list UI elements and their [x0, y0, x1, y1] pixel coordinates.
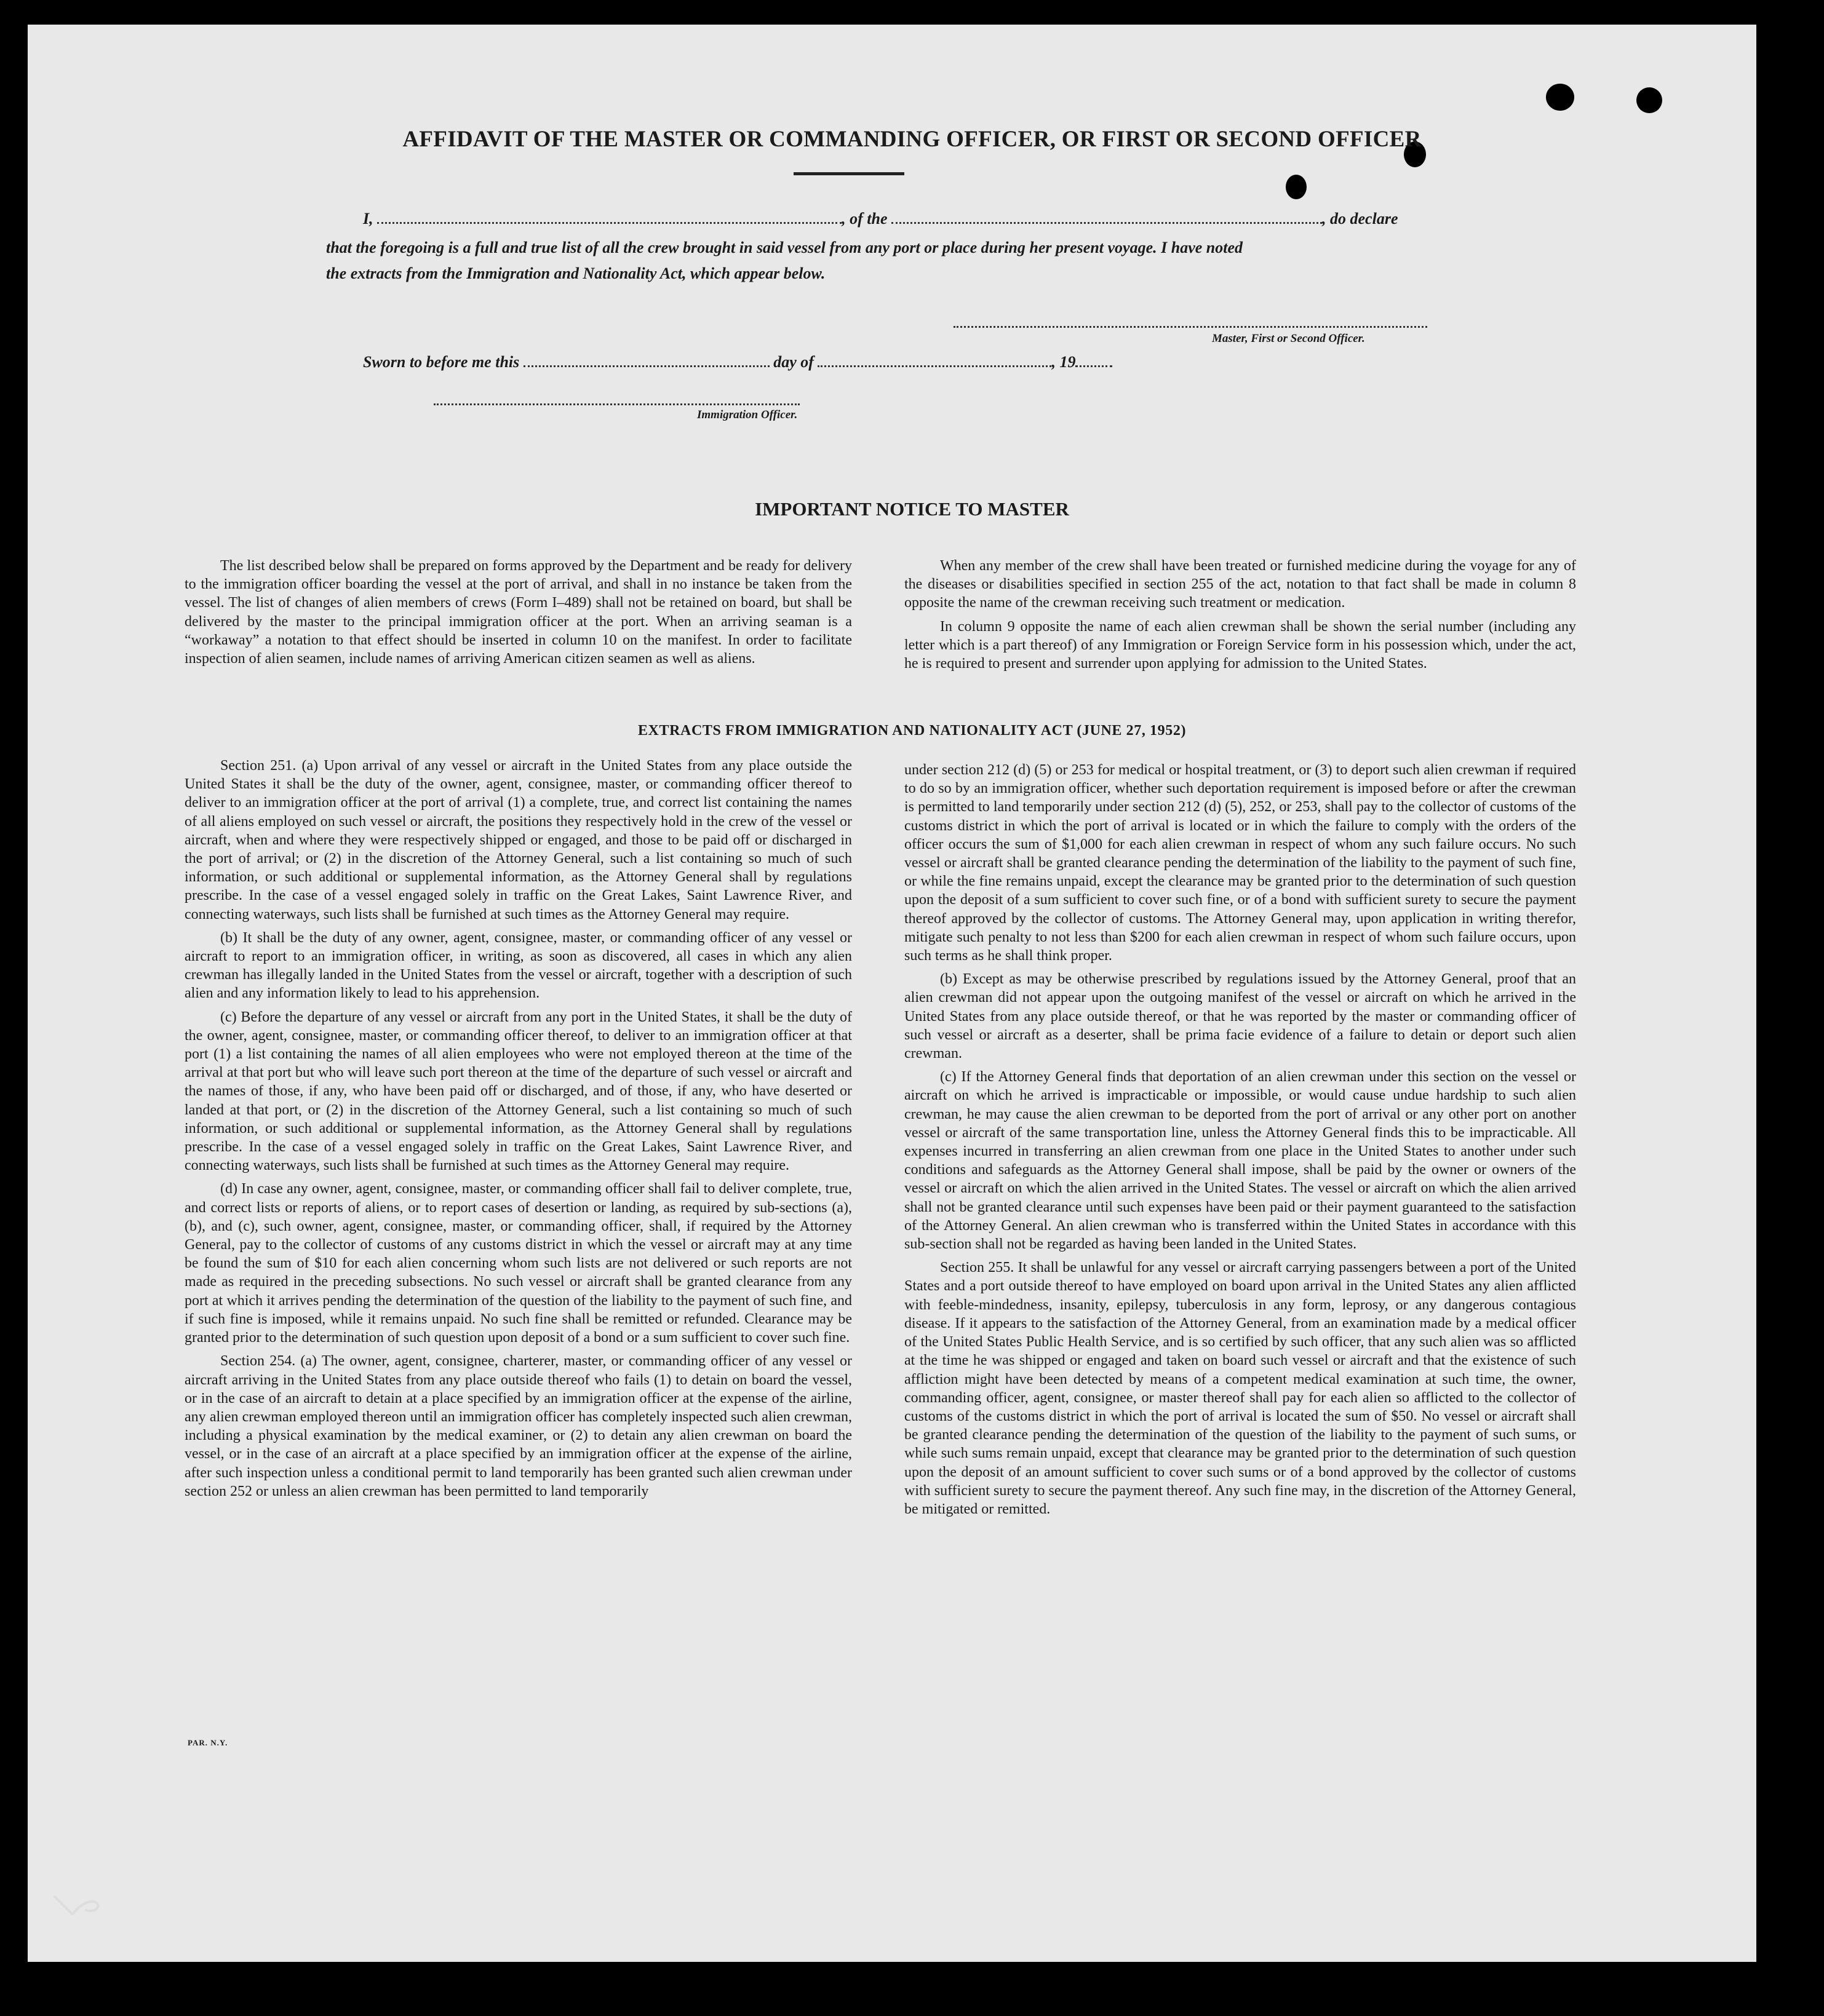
section-254-a: Section 254. (a) The owner, agent, consignee, charterer, master, or commanding officer of any vessel or aircraft arriving in the United States from any place outside thereof who fails (1) to detain on board the vessel, or in the case of an aircraft to detain at a place specified by an immigration officer at the expense of the airline, any alien crewman employed thereon until an immigration officer has completely inspected such alien crewman, including a physical examination by the medical examiner, or (2) to detain any alien crewman on board the vessel, or in the case of an aircraft at a place specified by an immigration officer at the expense of the airline, after such inspection unless a conditional permit to land temporarily has been granted such alien crewman under section 252 or unless an alien crewman has been permitted to land temporarily: [185, 1353, 852, 1499]
punch-hole-left: [1546, 84, 1574, 111]
section-254-b: (b) Except as may be otherwise prescribed by regulations issued by the Attorney General, proof that an alien crewman did not appear upon the outgoing manifest of the vessel or aircraft on which he arrived in the United States from any place outside thereof, or that he was reported by the master or commanding officer of such vessel or aircraft as a deserter, shall be prima facie evidence of a failure to detain or deport such alien crewman.: [904, 971, 1576, 1062]
year-prefix: , 19: [1051, 353, 1076, 371]
section-254-c: (c) If the Attorney General finds that deportation of an alien crewman under this section on the vessel or aircraft on which he arrived is impracticable or impossible, or would cause undue hardship to such alien crewman, he may cause the alien crewman to be deported from the port of arrival or any other port on another vessel or aircraft of the same transportation line, unless the Attorney General finds this to be impracticable. All expenses incurred in transferring an alien crewman from one place in the United States to another under such conditions and safeguards as the Attorney General shall impose, shall be paid by the owner or owners of the vessel or aircraft on which the alien arrived in the United States. The vessel or aircraft on which the alien arrived shall not be granted clearance until such expenses have been paid or their payment guaranteed to the satisfaction of the Attorney General. An alien crewman who is transferred within the United States in accordance with this sub-section shall not be regarded as having been landed in the United States.: [904, 1069, 1576, 1253]
notice-right-paragraph-1: When any member of the crew shall have been treated or furnished medicine during the voyage for any of the diseases or disabilities specified in section 255 of the act, notation to that fact shall be made in column 8 opposite the name of the crewman receiving such treatment or medication.: [904, 558, 1576, 611]
extracts-left-column: [185, 756, 852, 1506]
of-the-label: , of the: [842, 210, 888, 228]
officer-signature-caption: Immigration Officer.: [697, 408, 798, 421]
sworn-year-field[interactable]: [1075, 365, 1112, 367]
master-signature-caption: Master, First or Second Officer.: [1212, 332, 1365, 345]
sworn-line: [363, 349, 1112, 375]
title-divider: [794, 172, 904, 175]
ink-blot-small: [1286, 175, 1307, 199]
section-251-d: (d) In case any owner, agent, consignee, master, or commanding officer shall fail to deliver complete, true, and correct lists or reports of aliens, or to report cases of desertion or landing, as required by sub-sections (a), (b), and (c), such owner, agent, consignee, master, or commanding officer, shall, if required by the Attorney General, pay to the collector of customs of any customs district in which the vessel or aircraft may at any time be found the sum of $10 for each alien concerning whom such lists are not delivered or such reports are not made as required in the preceding subsections. No such vessel or aircraft shall be granted clearance from any port at which it arrives pending the determination of the question of the liability to the payment of such fine, and if such fine is imposed, while it remains unpaid. No such fine shall be remitted or refunded. Clearance may be granted prior to the determination of such question upon deposit of a bond or a sum sufficient to cover such fine.: [185, 1181, 852, 1346]
extracts-right-column: [904, 761, 1576, 1523]
affidavit-title: AFFIDAVIT OF THE MASTER OR COMMANDING OFFICER, OR FIRST OR SECOND OFFICER: [402, 127, 1422, 152]
section-251-b: (b) It shall be the duty of any owner, agent, consignee, master, or commanding officer of any vessel or aircraft to report to an immigration officer, in writing, as soon as discovered, all cases in which any alien crewman has illegally landed in the United States from the vessel or aircraft, together with a description of such alien and any information likely to lead to his apprehension.: [185, 929, 852, 1002]
section-251-c: (c) Before the departure of any vessel or aircraft from any port in the United States, it shall be the duty of the owner, agent, consignee, master, or commanding officer thereof, to deliver to an immigration officer at that port (1) a list containing the names of all alien employees who were not employed thereon at the time of the arrival at that port but who will leave such port thereon at the time of the departure of such vessel or aircraft and the names of those, if any, who have been paid off or discharged, and of those, if any, who have deserted or landed at that port, or (2) in the discretion of the Attorney General, such a list containing so much of such information, or such additional or supplemental information, as the Attorney General shall by regulations prescribe. In the case of a vessel engaged solely in traffic on the Great Lakes, Saint Lawrence River, and connecting waterways, such lists shall be furnished at such times as the Attorney General may require.: [185, 1009, 852, 1174]
sworn-month-field[interactable]: [818, 365, 1051, 367]
extracts-title: EXTRACTS FROM IMMIGRATION AND NATIONALITY ACT (JUNE 27, 1952): [637, 723, 1187, 739]
notice-right-paragraph-2: In column 9 opposite the name of each alien crewman shall be shown the serial number (including any letter which is a part thereof) of any Immigration or Foreign Service form in his possession which, under the act, he is required to present and surrender upon applying for admission to the United States.: [904, 618, 1576, 672]
punch-hole-right: [1636, 87, 1662, 113]
do-declare-label: , do declare: [1322, 210, 1398, 228]
section-251-a: Section 251. (a) Upon arrival of any vessel or aircraft in the United States from any place outside the United States it shall be the duty of the owner, agent, consignee, master, or commanding officer thereof to deliver to an immigration officer at the port of arrival (1) a complete, true, and correct list containing the names of all aliens employed on such vessel or aircraft, the positions they respectively hold in the crew of the vessel or aircraft, when and where they were respectively shipped or engaged, and those to be paid off or discharged in the port of arrival; or (2) in the discretion of the Attorney General, such a list containing so much of such information, or such additional or supplemental information, as the Attorney General shall by regulations prescribe. In the case of a vessel engaged solely in traffic on the Great Lakes, Saint Lawrence River, and connecting waterways, such lists shall be furnished at such times as the Attorney General may require.: [185, 758, 852, 923]
master-signature-line[interactable]: [954, 308, 1427, 328]
notice-left-paragraph: The list described below shall be prepared on forms approved by the Department and be ready for delivery to the immigration officer boarding the vessel at the port of arrival, and shall in no instance be taken from the vessel. The list of changes of alien members of crews (Form I–489) shall not be retained on board, but shall be delivered by the master to the principal immigration officer at the port. When an arriving seaman is a “workaway” a notation to that effect should be inserted in column 10 on the manifest. In order to facilitate inspection of alien seamen, include names of arriving American citizen seamen as well as aliens.: [185, 558, 852, 667]
printer-mark: PAR. N.Y.: [188, 1738, 228, 1747]
declaration-line-3: the extracts from the Immigration and Nationality Act, which appear below.: [326, 264, 826, 282]
declaration-line-1: [363, 206, 1433, 232]
sworn-day-field[interactable]: [524, 365, 770, 367]
declaration-line-2: that the foregoing is a full and true list of all the crew brought in said vessel from any port or place during her present voyage. I have noted: [326, 239, 1243, 256]
day-of-label: day of: [773, 353, 814, 371]
handwritten-mark: [49, 1885, 105, 1922]
section-255: Section 255. It shall be unlawful for any vessel or aircraft carrying passengers between a port of the United States and a port outside thereof to have employed on board upon arrival in the United States any alien afflicted with feeble-mindedness, insanity, epilepsy, tuberculosis in any form, leprosy, or any dangerous contagious disease. If it appears to the satisfaction of the Attorney General, from an examination made by a medical officer of the United States Public Health Service, and is so certified by such officer, that any such alien was so afflicted at the time he was shipped or engaged and taken on board such vessel or aircraft and that the existence of such affliction might have been detected by means of a competent medical examination at such time, the owner, commanding officer, agent, consignee, or master thereof shall pay for each alien so afflicted to the collector of customs of the customs district in which the port of arrival is located the sum of $50. No vessel or aircraft shall be granted clearance pending the determination of the question of the liability to the payment of such sums, or while such sums remain unpaid, except that clearance may be granted prior to the determination of such question upon the deposit of an amount sufficient to cover such sums or of a bond approved by the collector of customs with sufficient surety to secure the payment thereof. Any such fine may, in the discretion of the Attorney General, be mitigated or remitted.: [904, 1260, 1576, 1517]
notice-title: IMPORTANT NOTICE TO MASTER: [755, 498, 1069, 520]
sworn-prefix: Sworn to before me this: [363, 353, 520, 371]
notice-left-column: [185, 557, 852, 673]
officer-signature-line[interactable]: [434, 391, 800, 405]
declarant-prefix: I,: [363, 210, 373, 228]
vessel-name-field[interactable]: [891, 222, 1322, 224]
notice-right-column: [904, 557, 1576, 678]
section-254-a-continued: under section 212 (d) (5) or 253 for medical or hospital treatment, or (3) to deport such alien crewman if required to do so by an immigration officer, whether such deportation requirement is imposed before or after the crewman is permitted to land temporarily under section 212 (d) (5), 252, or 253, shall pay to the collector of customs of the customs district in which the port of arrival is located or in which the failure to comply with the orders of the officer occurs the sum of $1,000 for each alien crewman in respect of whom any such failure occurs. No such vessel or aircraft shall be granted clearance pending the determination of the liability to the payment of such fine, or while the fine remains unpaid, except the clearance may be granted prior to the determination of such question upon the deposit of a sum sufficient to cover such fine, or of a bond with sufficient surety to secure the payment thereof approved by the collector of customs. The Attorney General may, upon application in writing therefor, mitigate such penalty to not less than $200 for each alien crewman in respect of whom such failure occurs, upon such terms as he shall think proper.: [904, 762, 1576, 964]
declarant-name-field[interactable]: [377, 222, 842, 224]
